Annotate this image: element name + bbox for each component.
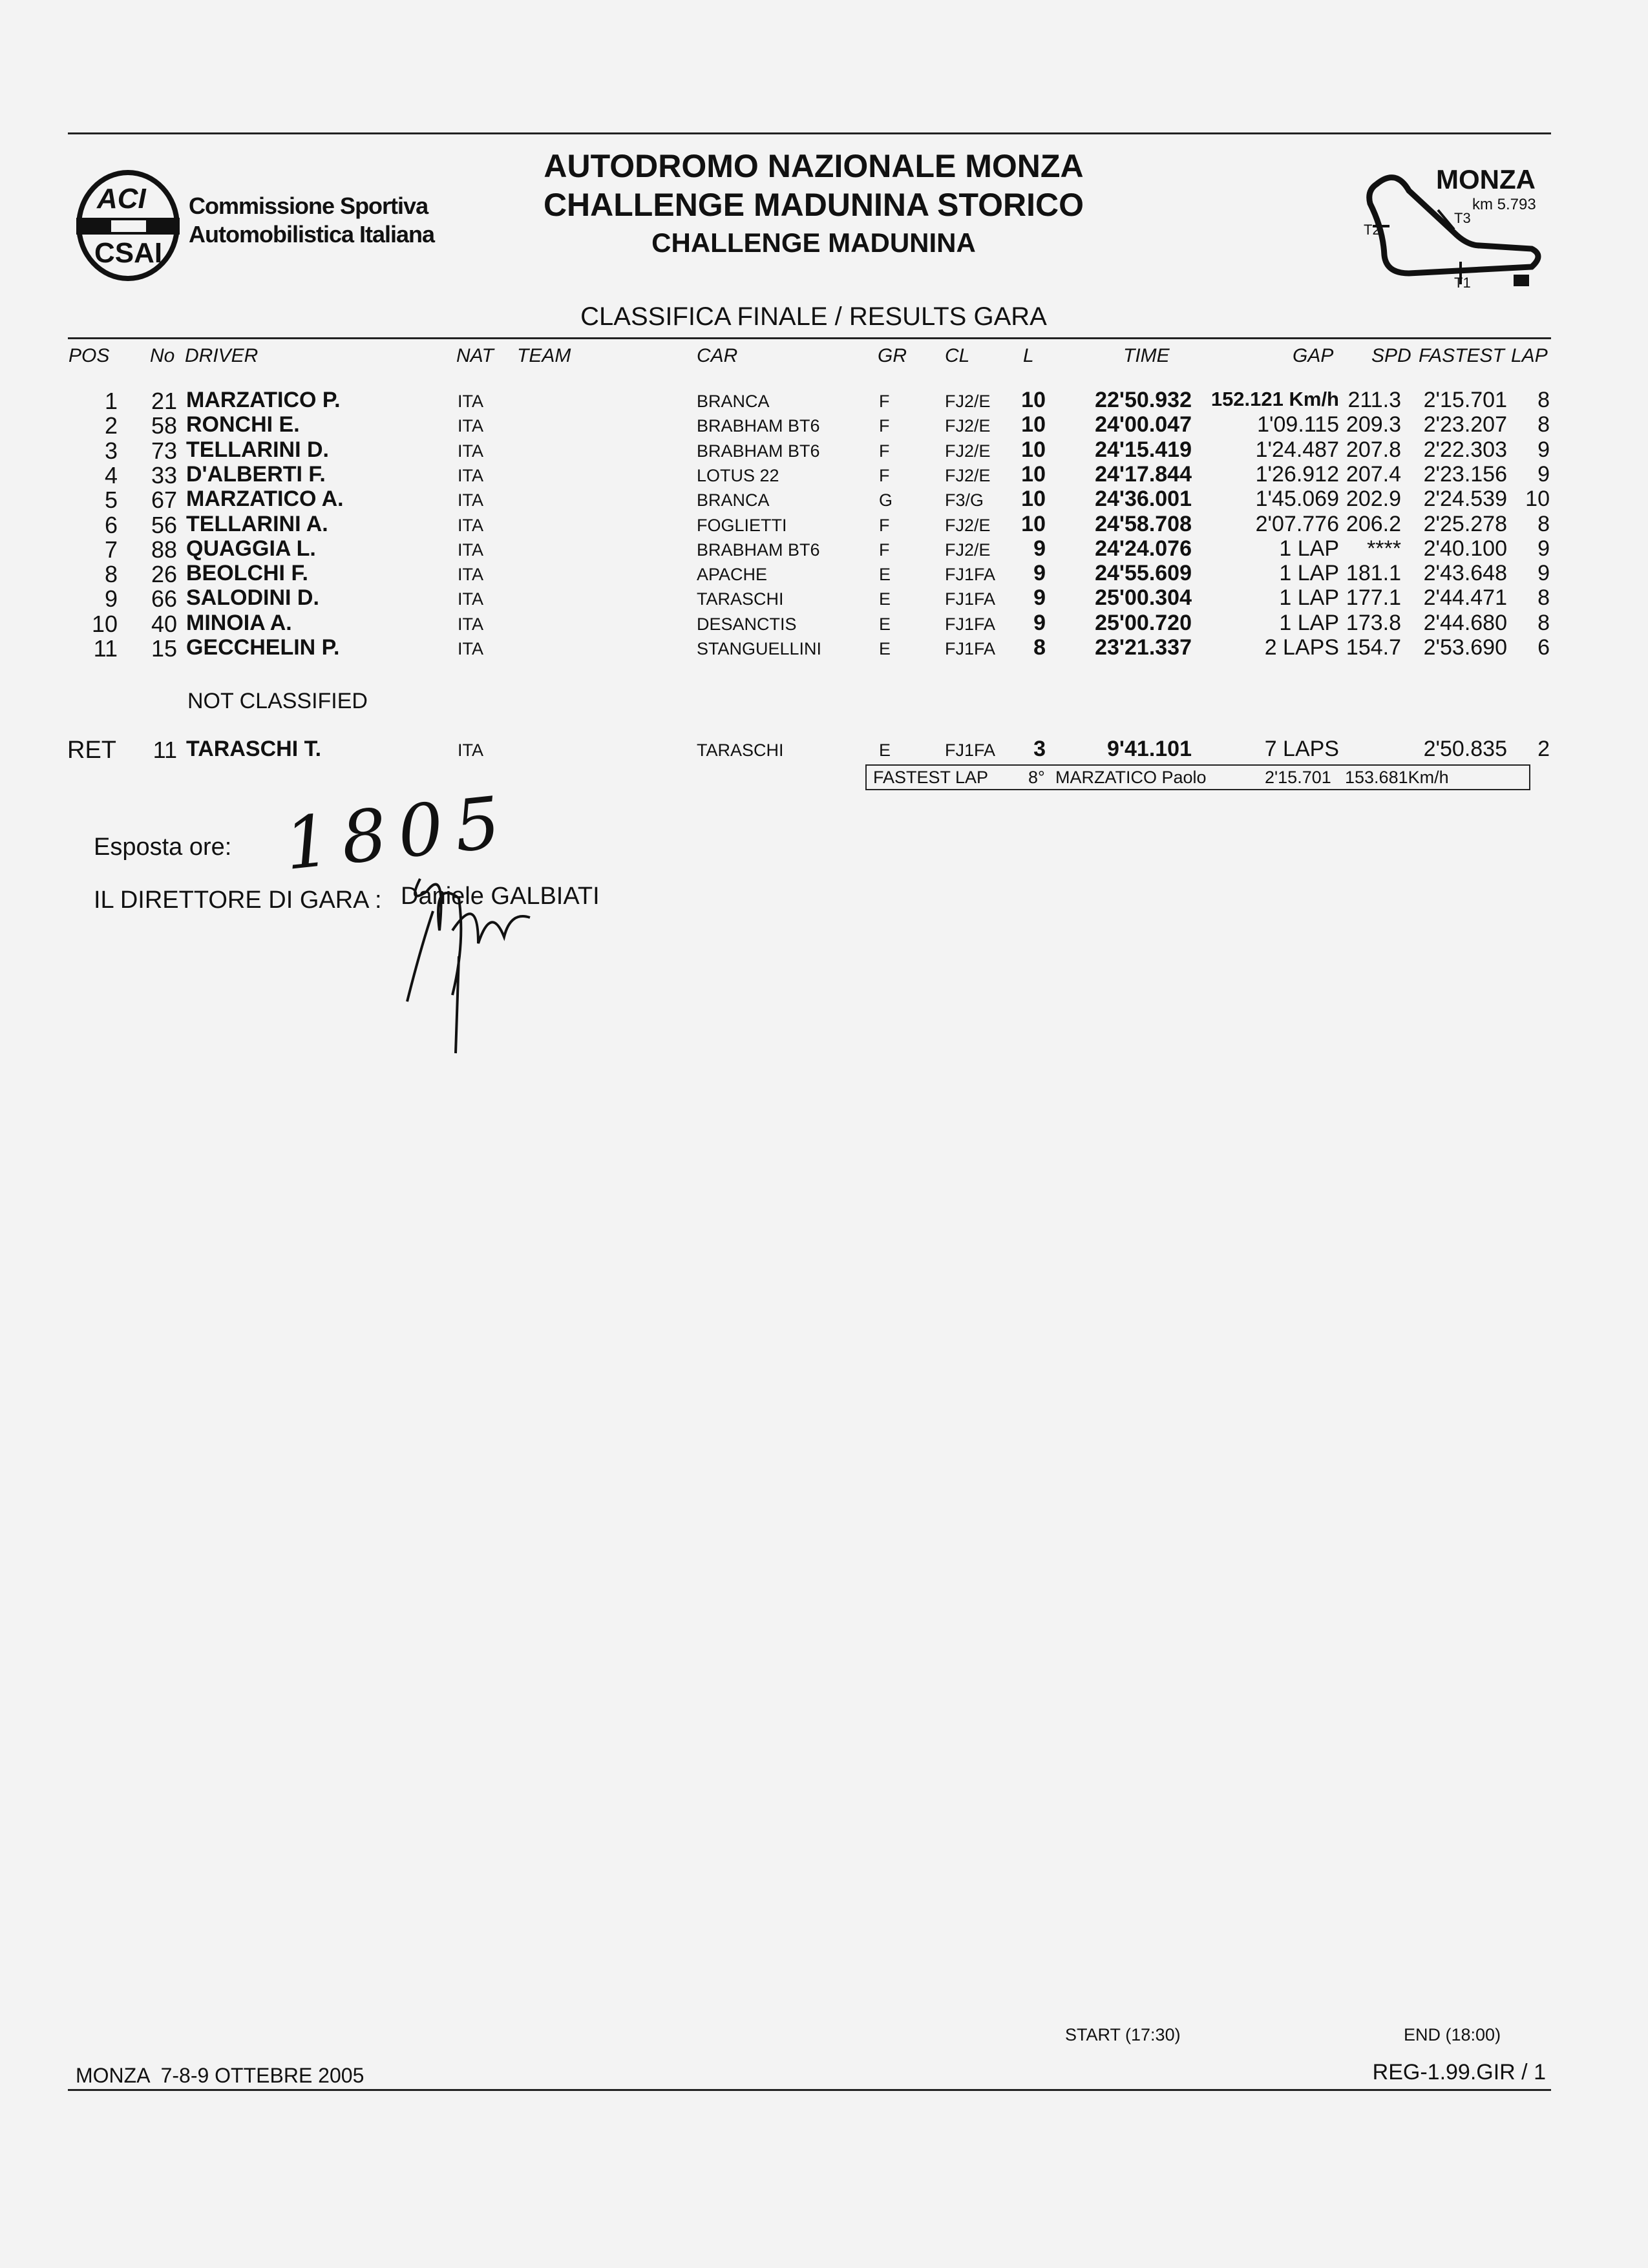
table-row — [0, 437, 1648, 462]
ret-gap: 7 LAPS — [1264, 737, 1339, 761]
col-gap: GAP — [1293, 345, 1334, 366]
row-spd: 211.3 — [1347, 388, 1401, 412]
col-spd: SPD — [1371, 345, 1411, 366]
row-gr: E — [879, 589, 891, 609]
row-laps: 10 — [1021, 437, 1046, 462]
row-lap: 9 — [1537, 536, 1550, 561]
ret-fastest: 2'50.835 — [1423, 737, 1507, 761]
row-cl: FJ1FA — [945, 614, 996, 634]
start-time: START (17:30) — [1065, 2025, 1181, 2044]
row-time: 25'00.720 — [1095, 610, 1192, 635]
row-fastest: 2'23.156 — [1423, 461, 1507, 487]
track-t3-label: T3 — [1454, 210, 1471, 226]
row-nat: ITA — [458, 540, 483, 560]
row-gr: E — [879, 614, 891, 634]
row-no: 26 — [151, 561, 177, 588]
col-car: CAR — [697, 345, 738, 366]
row-nat: ITA — [458, 441, 483, 461]
row-car: APACHE — [697, 565, 768, 585]
row-nat: ITA — [458, 490, 483, 510]
row-car: FOGLIETTI — [697, 515, 787, 535]
ret-car: TARASCHI — [697, 740, 784, 760]
row-driver: BEOLCHI F. — [186, 561, 308, 586]
title-line1: AUTODROMO NAZIONALE MONZA — [544, 148, 1084, 184]
row-gap: 1 LAP — [1279, 536, 1339, 561]
row-gap: 1'09.115 — [1257, 412, 1339, 437]
row-laps: 9 — [1033, 585, 1046, 611]
row-spd: 202.9 — [1346, 487, 1401, 512]
row-pos: 11 — [93, 635, 118, 662]
row-gap: 1'26.912 — [1255, 461, 1339, 487]
table-row — [0, 561, 1648, 588]
row-pos: 2 — [104, 412, 118, 439]
row-driver: MINOIA A. — [186, 610, 292, 635]
row-lap: 8 — [1537, 585, 1550, 611]
row-fastest: 2'44.680 — [1423, 610, 1507, 635]
row-car: STANGUELLINI — [697, 639, 822, 658]
track-length: km 5.793 — [1472, 196, 1536, 213]
row-no: 33 — [151, 461, 177, 488]
row-cl: FJ1FA — [945, 589, 996, 609]
table-row — [0, 635, 1648, 660]
org-line2: Automobilistica Italiana — [189, 221, 435, 247]
row-time: 24'24.076 — [1095, 536, 1192, 561]
row-lap: 8 — [1537, 388, 1550, 412]
fastest-lap-label: FASTEST LAP — [873, 768, 989, 787]
row-lap: 8 — [1537, 610, 1550, 635]
posted-time-handwritten: 1805 — [280, 779, 516, 887]
director-label: IL DIRETTORE DI GARA : — [94, 887, 382, 914]
row-time: 25'00.304 — [1095, 585, 1192, 611]
row-driver: QUAGGIA L. — [186, 536, 316, 561]
row-spd: 181.1 — [1346, 561, 1401, 586]
row-car: BRANCA — [697, 490, 770, 510]
row-driver: TELLARINI D. — [186, 437, 329, 462]
row-time: 22'50.932 — [1095, 388, 1192, 412]
row-time: 24'17.844 — [1095, 461, 1192, 487]
col-time: TIME — [1123, 345, 1170, 366]
results-title: CLASSIFICA FINALE / RESULTS GARA — [580, 302, 1047, 331]
row-driver: TELLARINI A. — [186, 511, 328, 536]
footer-rule — [68, 2089, 1551, 2091]
table-row — [0, 585, 1648, 613]
row-pos: 3 — [104, 437, 118, 464]
table-row — [0, 462, 1648, 487]
row-gr: G — [879, 490, 893, 510]
row-lap: 6 — [1537, 635, 1550, 660]
row-nat: ITA — [458, 565, 483, 585]
row-no: 21 — [151, 388, 177, 414]
row-nat: ITA — [458, 465, 483, 485]
retired-row — [0, 737, 1648, 764]
ret-time: 9'41.101 — [1107, 737, 1192, 761]
row-laps: 10 — [1021, 487, 1046, 512]
row-lap: 8 — [1537, 511, 1550, 536]
row-laps: 8 — [1033, 635, 1046, 660]
row-laps: 10 — [1021, 412, 1046, 437]
director-signature — [381, 853, 575, 1060]
row-pos: 6 — [104, 511, 118, 538]
row-no: 73 — [151, 437, 177, 464]
row-fastest: 2'15.701 — [1423, 388, 1507, 412]
row-laps: 9 — [1033, 561, 1046, 586]
row-no: 88 — [151, 536, 177, 563]
row-cl: F3/G — [945, 490, 984, 510]
row-cl: FJ1FA — [945, 565, 996, 585]
end-time: END (18:00) — [1404, 2025, 1501, 2044]
col-fastest: FASTEST — [1419, 345, 1505, 366]
row-car: TARASCHI — [697, 589, 784, 609]
row-fastest: 2'24.539 — [1423, 487, 1507, 512]
row-driver: GECCHELIN P. — [186, 635, 340, 660]
row-fastest: 2'23.207 — [1423, 412, 1507, 437]
col-team: TEAM — [517, 345, 571, 366]
document-ref: REG-1.99.GIR / 1 — [1372, 2060, 1546, 2084]
row-no: 66 — [151, 585, 177, 613]
row-cl: FJ1FA — [945, 639, 996, 658]
row-time: 24'15.419 — [1095, 437, 1192, 462]
row-gr: F — [879, 540, 890, 560]
row-cl: FJ2/E — [945, 416, 991, 436]
row-lap: 9 — [1537, 461, 1550, 487]
row-gap: 1'45.069 — [1255, 487, 1339, 512]
row-fastest: 2'43.648 — [1423, 561, 1507, 586]
row-driver: RONCHI E. — [186, 412, 300, 437]
place-date: MONZA 7-8-9 OTTEBRE 2005 — [76, 2064, 364, 2087]
row-car: BRABHAM BT6 — [697, 416, 820, 436]
col-lap: LAP — [1511, 345, 1548, 366]
row-pos: 7 — [104, 536, 118, 563]
col-no: No — [150, 345, 175, 366]
row-pos: 5 — [104, 487, 118, 514]
row-gr: E — [879, 639, 891, 658]
row-fastest: 2'44.471 — [1423, 585, 1507, 611]
col-laps: L — [1023, 345, 1034, 366]
row-spd: 177.1 — [1346, 585, 1401, 611]
table-row — [0, 487, 1648, 514]
header-rule — [68, 337, 1551, 339]
row-nat: ITA — [458, 416, 483, 436]
row-no: 58 — [151, 412, 177, 439]
title-line3: CHALLENGE MADUNINA — [651, 227, 976, 258]
director-name: Daniele GALBIATI — [401, 883, 600, 910]
ret-nat: ITA — [458, 740, 483, 760]
org-line1: Commissione Sportiva — [189, 193, 428, 219]
ret-driver: TARASCHI T. — [186, 737, 322, 761]
row-no: 67 — [151, 487, 177, 514]
fastest-lap-time: 2'15.701 — [1265, 768, 1331, 787]
row-lap: 9 — [1537, 561, 1550, 586]
row-laps: 10 — [1021, 511, 1046, 536]
row-gap: 2'07.776 — [1255, 511, 1339, 536]
table-row — [0, 388, 1648, 412]
title-line2: CHALLENGE MADUNINA STORICO — [543, 187, 1084, 223]
row-gap: 1 LAP — [1279, 561, 1339, 586]
row-laps: 9 — [1033, 536, 1046, 561]
row-nat: ITA — [458, 589, 483, 609]
row-gap: 2 LAPS — [1264, 635, 1339, 660]
row-time: 23'21.337 — [1095, 635, 1192, 660]
track-t1-label: T1 — [1454, 275, 1471, 291]
logo-top-text: ACI — [97, 183, 146, 215]
col-pos: POS — [69, 345, 110, 366]
track-t2-label: T2 — [1364, 222, 1380, 238]
row-time: 24'55.609 — [1095, 561, 1192, 586]
row-driver: MARZATICO P. — [186, 388, 341, 412]
row-gap: 1 LAP — [1279, 585, 1339, 611]
ret-gr: E — [879, 740, 891, 760]
row-pos: 9 — [104, 585, 118, 613]
ret-pos: RET — [67, 737, 116, 764]
row-spd: **** — [1367, 536, 1401, 561]
row-gap: 1'24.487 — [1255, 437, 1339, 462]
row-cl: FJ2/E — [945, 540, 991, 560]
row-car: LOTUS 22 — [697, 465, 779, 485]
row-spd: 207.8 — [1346, 437, 1401, 462]
table-row — [0, 412, 1648, 437]
ret-laps: 3 — [1033, 737, 1046, 761]
row-gr: F — [879, 465, 890, 485]
row-laps: 9 — [1033, 610, 1046, 635]
row-fastest: 2'22.303 — [1423, 437, 1507, 462]
row-gap: 1 LAP — [1279, 610, 1339, 635]
row-spd: 206.2 — [1346, 511, 1401, 536]
posted-label: Esposta ore: — [94, 834, 232, 861]
row-fastest: 2'25.278 — [1423, 511, 1507, 536]
row-lap: 8 — [1537, 412, 1550, 437]
row-fastest: 2'40.100 — [1423, 536, 1507, 561]
row-car: DESANCTIS — [697, 614, 797, 634]
row-gap: 152.121 Km/h — [1210, 388, 1339, 410]
table-row — [0, 611, 1648, 635]
row-cl: FJ2/E — [945, 515, 991, 535]
row-no: 15 — [151, 635, 177, 662]
row-nat: ITA — [458, 639, 483, 658]
ret-cl: FJ1FA — [945, 740, 996, 760]
row-nat: ITA — [458, 614, 483, 634]
row-gr: E — [879, 565, 891, 585]
row-pos: 1 — [104, 388, 118, 414]
row-nat: ITA — [458, 515, 483, 535]
row-spd: 209.3 — [1346, 412, 1401, 437]
row-laps: 10 — [1021, 388, 1046, 412]
fastest-lap-box — [865, 764, 1530, 790]
ret-lap: 2 — [1537, 737, 1550, 761]
row-spd: 173.8 — [1346, 610, 1401, 635]
logo-bottom-text: CSAI — [94, 237, 163, 269]
row-nat: ITA — [458, 392, 483, 411]
not-classified-label: NOT CLASSIFIED — [187, 689, 368, 713]
table-row — [0, 536, 1648, 561]
row-driver: SALODINI D. — [186, 585, 319, 611]
row-cl: FJ2/E — [945, 441, 991, 461]
row-gr: F — [879, 416, 890, 436]
fastest-lap-driver: MARZATICO Paolo — [1055, 768, 1207, 787]
row-pos: 8 — [104, 561, 118, 588]
col-gr: GR — [878, 345, 907, 366]
row-lap: 9 — [1537, 437, 1550, 462]
row-gr: F — [879, 392, 890, 411]
row-pos: 10 — [91, 610, 118, 637]
row-time: 24'36.001 — [1095, 487, 1192, 512]
row-cl: FJ2/E — [945, 465, 991, 485]
col-cl: CL — [945, 345, 970, 366]
row-no: 40 — [151, 610, 177, 637]
fastest-lap-number: 8° — [1028, 768, 1045, 787]
row-no: 56 — [151, 511, 177, 538]
row-driver: MARZATICO A. — [186, 487, 344, 512]
row-time: 24'58.708 — [1095, 511, 1192, 536]
fastest-lap-speed: 153.681Km/h — [1345, 768, 1449, 787]
row-cl: FJ2/E — [945, 392, 991, 411]
row-spd: 154.7 — [1346, 635, 1401, 660]
row-driver: D'ALBERTI F. — [186, 461, 326, 487]
track-name: MONZA — [1436, 164, 1536, 194]
row-spd: 207.4 — [1346, 461, 1401, 487]
row-car: BRABHAM BT6 — [697, 540, 820, 560]
col-driver: DRIVER — [185, 345, 259, 366]
row-gr: F — [879, 515, 890, 535]
row-laps: 10 — [1021, 461, 1046, 487]
row-time: 24'00.047 — [1095, 412, 1192, 437]
table-row — [0, 512, 1648, 536]
top-rule — [68, 132, 1551, 134]
row-fastest: 2'53.690 — [1423, 635, 1507, 660]
col-nat: NAT — [456, 345, 494, 366]
row-car: BRABHAM BT6 — [697, 441, 820, 461]
ret-no: 11 — [153, 737, 177, 763]
row-lap: 10 — [1525, 487, 1550, 512]
row-car: BRANCA — [697, 392, 770, 411]
row-gr: F — [879, 441, 890, 461]
row-pos: 4 — [104, 461, 118, 488]
